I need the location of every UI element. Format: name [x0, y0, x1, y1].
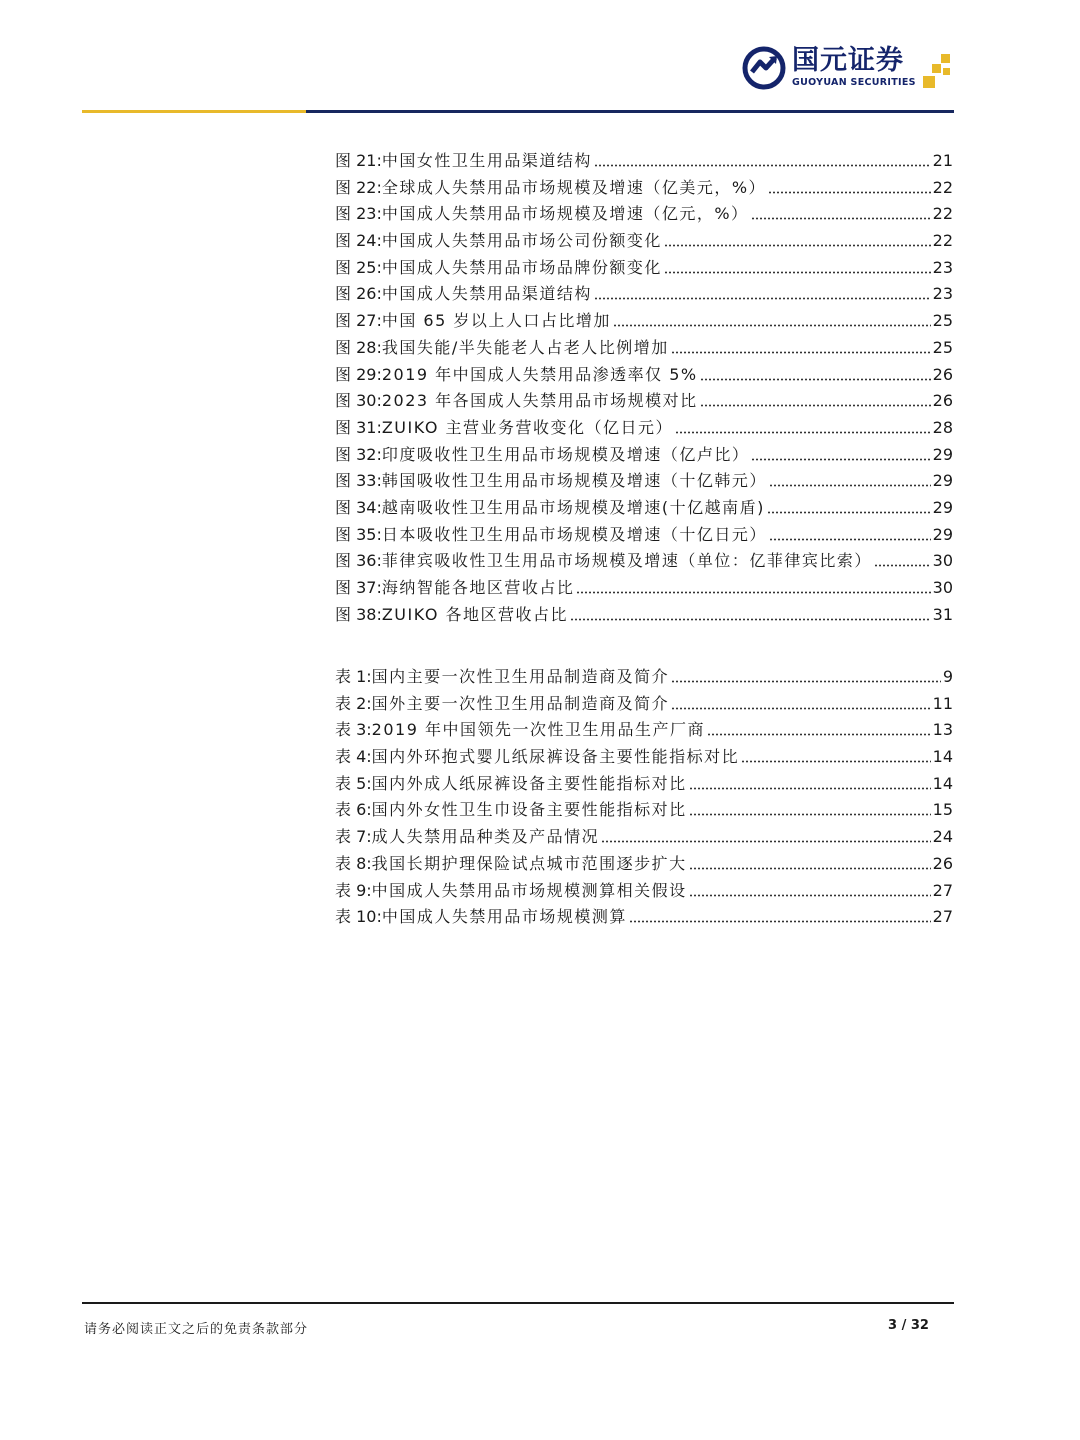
- dot-leader: [874, 547, 931, 567]
- figure-list: [335, 146, 953, 626]
- table-entry[interactable]: [335, 849, 953, 876]
- entry-page: 22: [932, 231, 953, 251]
- figure-entry[interactable]: [335, 173, 953, 200]
- entry-page: 23: [932, 257, 953, 277]
- entry-page: 23: [932, 284, 953, 304]
- entry-page: 13: [932, 720, 953, 740]
- entry-page: 25: [932, 337, 953, 357]
- entry-page: 30: [932, 551, 953, 571]
- entry-page: 25: [932, 311, 953, 331]
- entry-title: ZUIKO 主营业务营收变化（亿日元）: [381, 417, 674, 437]
- logo-english-name: GUOYUAN SECURITIES: [792, 77, 916, 88]
- entry-page: 26: [932, 391, 953, 411]
- entry-title: 海纳智能各地区营收占比: [381, 578, 575, 597]
- dot-leader: [671, 663, 941, 683]
- entry-number: 图 35:: [335, 524, 382, 544]
- entry-title: 全球成人失禁用品市场规模及增速（亿美元，%）: [381, 177, 767, 197]
- entry-page: 29: [932, 497, 953, 517]
- entry-number: 图 36:: [335, 551, 382, 571]
- entry-title: ZUIKO 各地区营收占比: [381, 604, 569, 624]
- dot-leader: [689, 796, 931, 816]
- entry-page: 11: [932, 693, 953, 713]
- dot-leader: [664, 227, 931, 247]
- entry-title: 中国成人失禁用品市场规模测算: [381, 907, 627, 927]
- dot-leader: [768, 174, 931, 194]
- entry-page: 27: [932, 880, 953, 900]
- figure-entry[interactable]: [335, 253, 953, 280]
- dot-leader: [689, 850, 931, 870]
- company-logo: [742, 44, 957, 94]
- entry-title: 中国成人失禁用品市场品牌份额变化: [381, 257, 662, 277]
- entry-title: 我国长期护理保险试点城市范围逐步扩大: [371, 853, 687, 873]
- entry-page: 9: [942, 667, 953, 686]
- entry-page: 22: [932, 204, 953, 224]
- entry-title: 成人失禁用品种类及产品情况: [371, 827, 600, 847]
- entry-page: 22: [932, 177, 953, 197]
- entry-page: 29: [932, 444, 953, 464]
- dot-leader: [594, 147, 931, 167]
- table-entry[interactable]: [335, 715, 953, 742]
- footer-disclaimer: 请务必阅读正文之后的免责条款部分: [84, 1322, 309, 1337]
- entry-title: 中国成人失禁用品市场规模测算相关假设: [371, 880, 687, 900]
- entry-number: 图 24:: [335, 231, 382, 251]
- dot-leader: [576, 574, 930, 594]
- entry-page: 21: [932, 151, 953, 170]
- dot-leader: [700, 387, 931, 407]
- dot-leader: [570, 601, 931, 621]
- dot-leader: [613, 307, 931, 327]
- dot-leader: [671, 690, 930, 710]
- dot-leader: [671, 334, 931, 354]
- figure-entry[interactable]: [335, 226, 953, 253]
- figure-entry[interactable]: [335, 386, 953, 413]
- dot-leader: [664, 254, 931, 274]
- dot-leader: [751, 200, 931, 220]
- entry-number: 图 28:: [335, 337, 382, 357]
- figure-entry[interactable]: [335, 413, 953, 440]
- table-entry[interactable]: [335, 822, 953, 849]
- dot-leader: [769, 521, 931, 541]
- entry-number: 表 9:: [335, 880, 372, 900]
- entry-number: 图 22:: [335, 177, 382, 197]
- entry-title: 2019 年中国领先一次性卫生用品生产厂商: [371, 720, 705, 740]
- entry-title: 韩国吸收性卫生用品市场规模及增速（十亿韩元）: [381, 471, 767, 491]
- table-entry[interactable]: [335, 876, 953, 903]
- dot-leader: [601, 823, 930, 843]
- entry-title: 国内外成人纸尿裤设备主要性能指标对比: [371, 773, 687, 793]
- entry-number: 图 37:: [335, 578, 382, 597]
- table-entry[interactable]: [335, 795, 953, 822]
- figure-entry[interactable]: [335, 573, 953, 600]
- entry-title: 菲律宾吸收性卫生用品市场规模及增速（单位：亿菲律宾比索）: [381, 551, 872, 571]
- dot-leader: [629, 903, 931, 923]
- entry-page: 14: [932, 747, 953, 767]
- table-entry[interactable]: [335, 769, 953, 796]
- entry-title: 国内外环抱式婴儿纸尿裤设备主要性能指标对比: [371, 747, 740, 767]
- entry-page: 26: [932, 364, 953, 384]
- entry-number: 表 7:: [335, 827, 372, 847]
- entry-number: 图 23:: [335, 204, 382, 224]
- entry-number: 表 10:: [335, 907, 382, 927]
- entry-number: 表 3:: [335, 720, 372, 740]
- entry-title: 中国成人失禁用品市场公司份额变化: [381, 231, 662, 251]
- guoyuan-logo-icon: [742, 46, 786, 90]
- entry-title: 中国成人失禁用品市场规模及增速（亿元，%）: [381, 204, 749, 224]
- entry-title: 国内外女性卫生巾设备主要性能指标对比: [371, 800, 687, 820]
- header-divider-navy: [306, 110, 954, 113]
- entry-number: 表 2:: [335, 693, 372, 713]
- figure-entry[interactable]: [335, 306, 953, 333]
- entry-number: 图 27:: [335, 311, 382, 331]
- table-entry[interactable]: [335, 742, 953, 769]
- page-number: 3 / 32: [888, 1318, 929, 1333]
- header-divider-gold: [82, 110, 306, 113]
- figure-entry[interactable]: [335, 466, 953, 493]
- table-entry[interactable]: [335, 689, 953, 716]
- table-entry[interactable]: [335, 662, 953, 689]
- dot-leader: [689, 770, 931, 790]
- entry-number: 图 30:: [335, 391, 382, 411]
- figure-entry[interactable]: [335, 279, 953, 306]
- figure-entry[interactable]: [335, 146, 953, 173]
- figure-entry[interactable]: [335, 360, 953, 387]
- entry-number: 图 38:: [335, 604, 382, 624]
- entry-title: 日本吸收性卫生用品市场规模及增速（十亿日元）: [381, 524, 767, 544]
- figure-entry[interactable]: [335, 333, 953, 360]
- entry-title: 印度吸收性卫生用品市场规模及增速（亿卢比）: [381, 444, 750, 464]
- entry-page: 31: [932, 604, 953, 624]
- entry-number: 图 26:: [335, 284, 382, 304]
- dot-leader: [707, 716, 931, 736]
- entry-number: 表 1:: [335, 667, 372, 686]
- entry-title: 国内主要一次性卫生用品制造商及简介: [371, 667, 670, 686]
- entry-title: 越南吸收性卫生用品市场规模及增速(十亿越南盾): [381, 497, 765, 517]
- entry-title: 我国失能/半失能老人占老人比例增加: [381, 337, 669, 357]
- logo-squares-icon: [923, 54, 955, 90]
- logo-chinese-name: 国元证券: [792, 45, 904, 76]
- entry-number: 图 32:: [335, 444, 382, 464]
- dot-leader: [769, 467, 931, 487]
- figure-entry[interactable]: [335, 493, 953, 520]
- entry-page: 29: [932, 524, 953, 544]
- footer-divider: [82, 1302, 954, 1304]
- figure-entry[interactable]: [335, 546, 953, 573]
- dot-leader: [767, 494, 931, 514]
- entry-number: 图 33:: [335, 471, 382, 491]
- dot-leader: [689, 877, 931, 897]
- table-list: [335, 662, 953, 929]
- figure-entry[interactable]: [335, 520, 953, 547]
- entry-number: 图 29:: [335, 364, 382, 384]
- entry-page: 26: [932, 853, 953, 873]
- figure-entry[interactable]: [335, 199, 953, 226]
- entry-number: 表 5:: [335, 773, 372, 793]
- figure-entry[interactable]: [335, 440, 953, 467]
- figure-entry[interactable]: [335, 600, 953, 627]
- entry-number: 图 25:: [335, 257, 382, 277]
- entry-number: 图 21:: [335, 151, 382, 170]
- entry-number: 图 34:: [335, 497, 382, 517]
- entry-page: 29: [932, 471, 953, 491]
- entry-page: 24: [932, 827, 953, 847]
- dot-leader: [675, 414, 931, 434]
- dot-leader: [741, 743, 930, 763]
- entry-page: 27: [932, 907, 953, 927]
- entry-title: 中国女性卫生用品渠道结构: [381, 151, 592, 170]
- entry-title: 2023 年各国成人失禁用品市场规模对比: [381, 391, 698, 411]
- entry-page: 14: [932, 773, 953, 793]
- entry-title: 2019 年中国成人失禁用品渗透率仅 5%: [381, 364, 698, 384]
- entry-page: 15: [932, 800, 953, 820]
- entry-number: 表 6:: [335, 800, 372, 820]
- entry-number: 表 4:: [335, 747, 372, 767]
- entry-page: 30: [932, 578, 953, 597]
- entry-title: 中国成人失禁用品渠道结构: [381, 284, 592, 304]
- entry-title: 国外主要一次性卫生用品制造商及简介: [371, 693, 670, 713]
- entry-page: 28: [932, 417, 953, 437]
- dot-leader: [751, 441, 930, 461]
- entry-number: 表 8:: [335, 853, 372, 873]
- dot-leader: [594, 280, 931, 300]
- table-entry[interactable]: [335, 902, 953, 929]
- entry-title: 中国 65 岁以上人口占比增加: [381, 311, 611, 331]
- entry-number: 图 31:: [335, 417, 382, 437]
- dot-leader: [700, 361, 931, 381]
